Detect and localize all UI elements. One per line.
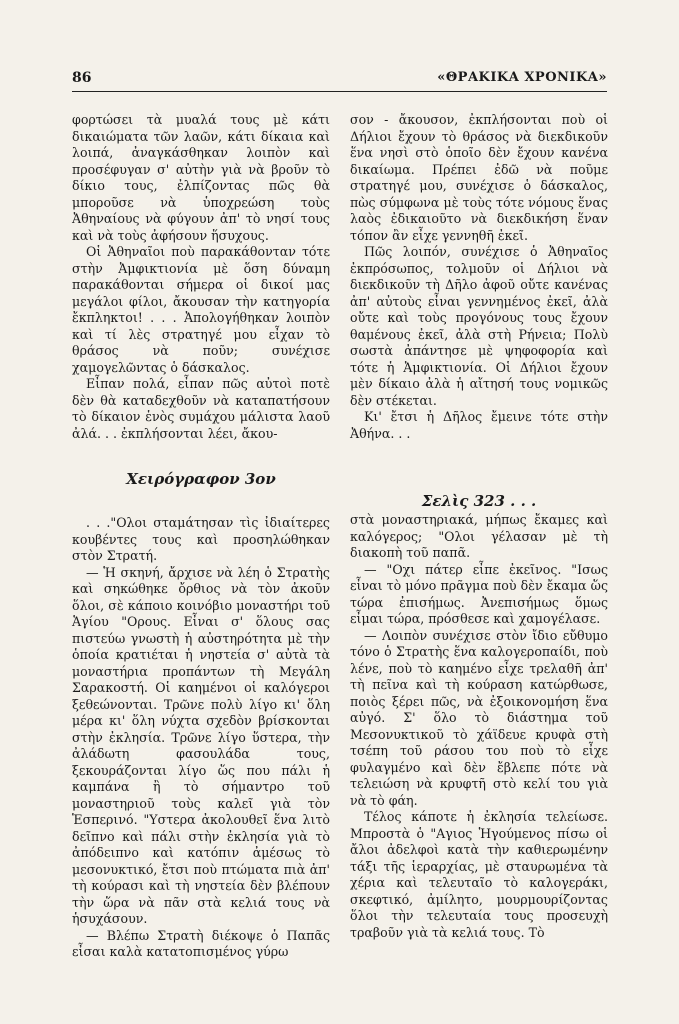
paragraph: Κι' ἔτσι ἡ Δῆλος ἔμεινε τότε στὴν Ἀθήνα. . . bbox=[350, 409, 608, 441]
bottom-left-column bbox=[72, 515, 330, 961]
top-right-column bbox=[350, 112, 608, 442]
paragraph: — Βλέπω Στρατὴ διέκοψε ὁ Παπᾶς εἶσαι καλὰ κατατοπισμένος γύρω bbox=[72, 927, 330, 959]
section-heading-left: Χειρόγραφον 3ον bbox=[126, 470, 276, 488]
bottom-right-column bbox=[350, 512, 608, 941]
paragraph: Οἱ Ἀθηναῖοι ποὺ παρακάθονταν τότε στὴν Ἀμφικτιονία μὲ ὅση δύναμη παρακάθονται σήμερα οἱ δικοί μας μεγάλοι φίλοι, ἄκουσαν τὴν κατηγορία ἔκπληκτοι! . . . Ἀπολογήθηκαν λοιπὸν καὶ τί λὲς στρατηγέ μου εἶχαν τὸ θράσος νὰ ποῦν; συνέχισε χαμογελῶντας ὁ δάσκαλος. bbox=[72, 244, 330, 375]
paragraph: στὰ μοναστηριακά, μήπως ἔκαμες καὶ καλόγερος; "Ολοι γέλασαν μὲ τὴ διακοπὴ τοῦ παπᾶ. bbox=[350, 512, 608, 560]
paragraph: — Ἡ σκηνή, ἄρχισε νὰ λέη ὁ Στρατὴς καὶ σηκώθηκε ὄρθιος νὰ τὸν ἀκοῦν ὅλοι, σὲ κάποιο κοινόβιο μοναστήρι τοῦ Ἁγίου "Ορους. Εἶναι σ' ὅλους σας πιστεύω γνωστὴ ἡ αὐστηρότητα μὲ τὴν ὁποία κρατιέται ἡ νηστεία σ' αὐτὰ τὰ μοναστήρια προπάντων τὴ Μεγάλη Σαρακοστή. Οἱ καημένοι οἱ καλόγεροι ξεθεώνονται. Τρῶνε πολὺ λίγο κι' ὅλη μέρα κι' ὅλη νύχτα σχεδὸν βρίσκονται στὴν ἐκλησία. Τρῶνε λίγο ὕστερα, τὴν ἀλάδωτη φασουλάδα τους, ξεκουράζονται λίγο ὥς που πάλι ἡ καμπάνα ἢ τὸ σήμαντρο τοῦ μοναστηριοῦ τοὺς καλεῖ γιὰ τὸν Ἑσπερινό. "Υστερα ἀκολουθεῖ ἕνα λιτὸ δεῖπνο καὶ πάλι στὴν ἐκλησία γιὰ τὸ ἀπόδειπνο καὶ κατόπιν ἀμέσως τὸ μεσονυκτικό, ἔτσι ποὺ πτώματα πιὰ ἀπ' τὴ κούρασι καὶ τὴ νηστεία δὲν βλέπουν τὴν ὥρα νὰ πᾶν στὰ κελιά τους νὰ ἡσυχάσουν. bbox=[72, 564, 330, 926]
paragraph: Πῶς λοιπόν, συνέχισε ὁ Ἀθηναῖος ἐκπρόσωπος, τολμοῦν οἱ Δήλιοι νὰ διεκδικοῦν τὴ Δῆλο ἀφοῦ οὔτε κανένας ἀπ' αὐτοὺς εἶναι γεννημένος ἐκεῖ, ἀλὰ οὔτε καὶ τοὺς προγόνους τους ἔχουν θαμένους ἐκεῖ, ἀλὰ στὴ Ρήνεια; Πολὺ σωστὰ ἀπάντησε μὲ ψηφοφορία καὶ τότε ἡ Ἀμφικτιονία. Οἱ Δήλιοι ἔχουν μὲν δίκαιο ἀλὰ ἡ αἴτησή τους νομικῶς δὲν στέκεται. bbox=[350, 244, 608, 408]
top-left-column bbox=[72, 112, 330, 442]
paragraph: Εἶπαν πολά, εἶπαν πῶς αὐτοὶ ποτὲ δὲν θὰ καταδεχθοῦν νὰ καταπατήσουν τὸ δίκαιον ἑνὸς συμάχου μάλιστα λαοῦ ἀλά. . . ἐκπλήσονται λέει, ἄκου- bbox=[72, 376, 330, 441]
header-rule bbox=[72, 91, 607, 92]
paragraph: . . ."Ολοι σταμάτησαν τὶς ἰδιαίτερες κουβέντες τους καὶ προσηλώθηκαν στὸν Στρατή. bbox=[72, 515, 330, 563]
paragraph: φορτώσει τὰ μυαλά τους μὲ κάτι δικαιώματα τῶν λαῶν, κάτι δίκαια καὶ λοιπά, ἀναγκάσθηκαν λοιπὸν καὶ προσέφυγαν σ' αὐτὴν γιὰ νὰ βροῦν τὸ δίκιο τους, ἐλπίζοντας πῶς θὰ μποροῦσε νὰ ὑποχρεώση τοὺς Ἀθηναίους νὰ φύγουν ἀπ' τὸ νησί τους καὶ νὰ τοὺς ἀφήσουν ἥσυχους. bbox=[72, 112, 330, 243]
page-number: 86 bbox=[72, 70, 92, 86]
paragraph: — "Οχι πάτερ εἶπε ἐκεῖνος. "Ισως εἶναι τὸ μόνο πρᾶγμα ποὺ δὲν ἔκαμα ὥς τώρα ἐπισήμως. Ἀνεπισήμως ὅμως εἶμαι τώρα, πρόσθεσε καὶ χαμογέλασε. bbox=[350, 561, 608, 626]
paragraph: σον - ἄκουσον, ἐκπλήσονται ποὺ οἱ Δήλιοι ἔχουν τὸ θράσος νὰ διεκδικοῦν ἕνα νησὶ στὸ ὁποῖο δὲν ἔχουν κανένα δικαίωμα. Πρέπει ἐδῶ νὰ ποῦμε στρατηγέ μου, συνέχισε ὁ δάσκαλος, πὼς σύμφωνα μὲ τοὺς τότε νόμους ἕνας λαὸς ἐδικαιοῦτο νὰ διεκδικήση ἕναν τόπον ἂν εἶχε γεννηθῆ ἐκεῖ. bbox=[350, 112, 608, 243]
paragraph: Τέλος κάποτε ἡ ἐκλησία τελείωσε. Μπροστὰ ὁ "Αγιος Ἡγούμενος πίσω οἱ ἄλοι ἀδελφοὶ κατὰ τὴν καθιερωμένην τάξι τῆς ἱεραρχίας, μὲ σταυρωμένα τὰ χέρια καὶ τελευταῖο τὸ καλογεράκι, σκεφτικό, ἀμίλητο, μουρμουρίζοντας ὅλοι τὴν τελευταία τους προσευχὴ τραβοῦν γιὰ τὰ κελιά τους. Τὸ bbox=[350, 809, 608, 940]
section-heading-right: Σελὶς 323 . . . bbox=[421, 492, 537, 510]
paragraph: — Λοιπὸν συνέχισε στὸν ἴδιο εὔθυμο τόνο ὁ Στρατὴς ἕνα καλογεροπαίδι, ποὺ λένε, ποὺ τὸ καημένο εἶχε τρελαθῆ ἀπ' τὴ πεῖνα καὶ τὴ κούραση κατώρθωσε, ποιὸς ξέρει πῶς, νὰ ἐξοικονομήση ἕνα αὐγό. Σ' ὅλο τὸ διάστημα τοῦ Μεσονυκτικοῦ τὸ χάϊδευε κρυφὰ στὴ τσέπη τοῦ ράσου του ποὺ τὸ εἶχε φυλαγμένο καὶ δὲν ἔβλεπε πότε νὰ τελειώση νὰ κρυφτῆ στὸ κελί του γιὰ νὰ τὸ φάη. bbox=[350, 627, 608, 808]
journal-title: «ΘΡΑΚΙΚΑ ΧΡΟΝΙΚΑ» bbox=[437, 70, 607, 85]
